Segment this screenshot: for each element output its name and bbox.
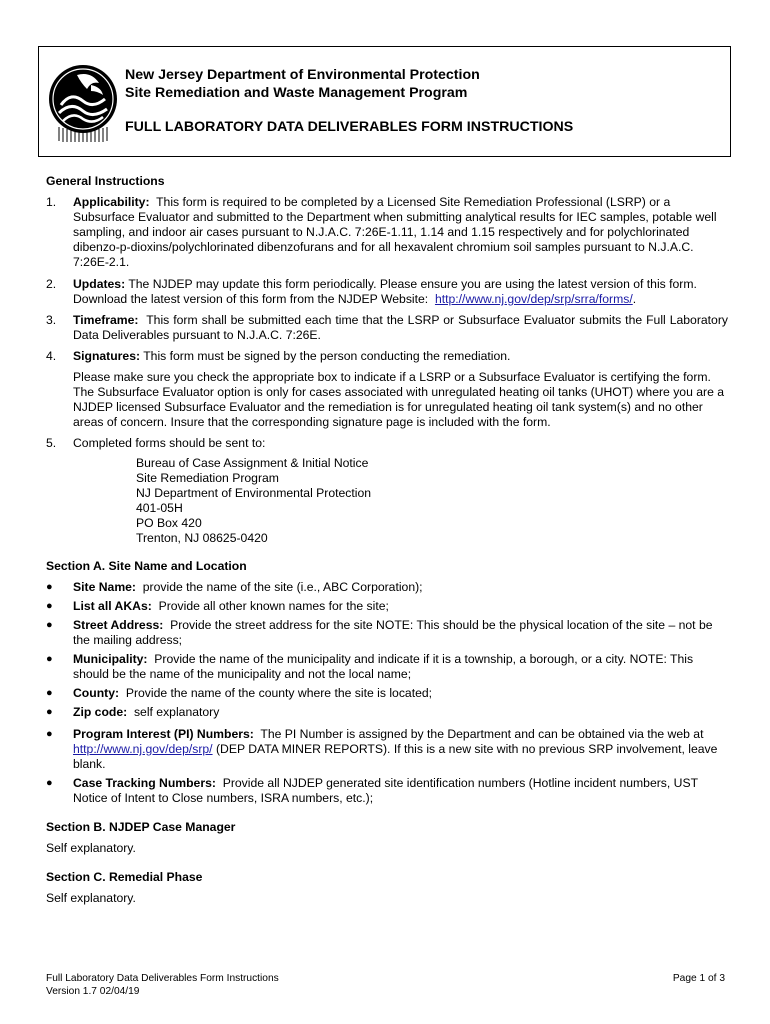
address-line: Trenton, NJ 08625-0420 (136, 531, 268, 545)
bullet-icon: ● (46, 619, 53, 631)
general-heading: General Instructions (46, 174, 165, 188)
item-label: Timeframe: (73, 313, 139, 327)
item-label: Case Tracking Numbers: (73, 776, 216, 790)
srp-link[interactable]: http://www.nj.gov/dep/srp/ (73, 742, 213, 756)
address-line: NJ Department of Environmental Protection (136, 486, 372, 500)
bullet-icon: ● (46, 600, 53, 612)
list-item (46, 277, 728, 307)
list-item (46, 618, 728, 648)
list-item (46, 349, 728, 430)
footer-left (46, 972, 279, 998)
list-item (46, 313, 728, 343)
item-number: 5. (46, 436, 57, 450)
item-text: Provide all NJDEP generated site identification numbers (Hotline incident numbers, UST Notice of Intent to Close numbers, ISRA numbers, etc.); (73, 776, 698, 805)
item-label: Municipality: (73, 652, 148, 666)
item-text: The NJDEP may update this form periodically. Please ensure you are using the latest version of this form. Download the latest version of this form from the NJDEP Website: (73, 277, 697, 306)
bullet-icon: ● (46, 653, 53, 665)
list-item (46, 705, 728, 720)
item-text-after: . (632, 292, 637, 306)
item-label: Street Address: (73, 618, 164, 632)
item-number: 1. (46, 195, 57, 209)
section-a-heading: Section A. Site Name and Location (46, 559, 247, 573)
footer-version: Version 1.7 02/04/19 (46, 986, 140, 997)
address-line: 401-05H (136, 501, 183, 515)
list-item (46, 652, 728, 682)
address-line: Bureau of Case Assignment & Initial Notice (136, 456, 369, 470)
list-item (46, 686, 728, 701)
list-item (46, 436, 728, 451)
item-text: Provide the name of the county where the site is located; (125, 686, 433, 700)
instructions-body (46, 174, 728, 906)
bullet-icon: ● (46, 728, 53, 740)
list-item (46, 727, 728, 772)
section-b-heading: Section B. NJDEP Case Manager (46, 820, 236, 834)
footer-title: Full Laboratory Data Deliverables Form Instructions (46, 973, 279, 984)
address-line: PO Box 420 (136, 516, 202, 530)
list-item (46, 776, 728, 806)
item-label: Signatures: (73, 349, 141, 363)
forms-link[interactable]: http://www.nj.gov/dep/srp/srra/forms/ (434, 292, 633, 306)
item-label: Zip code: (73, 705, 128, 719)
list-item (46, 580, 728, 595)
njdep-logo-icon (47, 61, 119, 143)
item-text: Provide all other known names for the site; (158, 599, 389, 613)
item-text: self explanatory (133, 705, 220, 719)
form-title: FULL LABORATORY DATA DELIVERABLES FORM INSTRUCTIONS (125, 119, 574, 135)
section-c-heading: Section C. Remedial Phase (46, 870, 203, 884)
item-text-after: (DEP DATA MINER REPORTS). If this is a new site with no previous SRP involvement, leave blank. (73, 742, 718, 771)
bullet-icon: ● (46, 581, 53, 593)
item-label: Site Name: (73, 580, 136, 594)
page-number: Page 1 of 3 (672, 973, 725, 984)
item-text: Provide the street address for the site NOTE: This should be the physical location of the site – not be the mailing address; (73, 618, 713, 647)
item-label: Program Interest (PI) Numbers: (73, 727, 254, 741)
bullet-icon: ● (46, 687, 53, 699)
header-box (38, 46, 731, 157)
item-text: Provide the name of the municipality and indicate if it is a township, a borough, or a city. NOTE: This should be the name of the municipality and not the local name; (73, 652, 694, 681)
bullet-icon: ● (46, 777, 53, 789)
item-number: 2. (46, 277, 57, 291)
item-text: This form shall be submitted each time that the LSRP or Subsurface Evaluator submits the Full Laboratory Data Deliverables pursuant to N.J.A.C. 7:26E. (73, 313, 728, 342)
bullet-icon: ● (46, 706, 53, 718)
item-label: Updates: (73, 277, 126, 291)
item-text: Completed forms should be sent to: (73, 436, 266, 450)
list-item (46, 599, 728, 614)
item-text: The PI Number is assigned by the Department and can be obtained via the web at (260, 727, 704, 741)
item-label: County: (73, 686, 120, 700)
address-line: Site Remediation Program (136, 471, 279, 485)
item-number: 3. (46, 313, 57, 327)
section-c-text: Self explanatory. (46, 891, 136, 905)
item-text: This form is required to be completed by a Licensed Site Remediation Professional (LSRP) or a Subsurface Evaluator and submitted to the Department when submitting analytical results for IEC samples, potable well sampling, and indoor air cases pursuant to N.J.A.C. 7:26E-1.11, 1.14 and 1.15 respectively and for polychlorinated dibenzo-p-dioxins/polychlorinated dibenzofurans and for all hexavalent chromium soil samples pursuant to N.J.A.C. 7:26E-2.1. (73, 195, 717, 269)
item-paragraph: Please make sure you check the appropriate box to indicate if a LSRP or a Subsurface Evaluator is certifying the form. The Subsurface Evaluator option is only for cases associated with unregulated heating oil tanks (UHOT) where you are a NJDEP licensed Subsurface Evaluator and the remediation is for unregulated heating oil tank system(s) and no other areas of concern. Insure that the corresponding signature page is included with the form. (73, 370, 725, 429)
item-number: 4. (46, 349, 57, 363)
item-text: This form must be signed by the person conducting the remediation. (143, 349, 511, 363)
program-name: Site Remediation and Waste Management Program (125, 85, 468, 101)
item-text: provide the name of the site (i.e., ABC Corporation); (142, 580, 423, 594)
list-item (46, 195, 728, 270)
section-b-text: Self explanatory. (46, 841, 136, 855)
mailing-address (136, 456, 728, 546)
org-name: New Jersey Department of Environmental Protection (125, 67, 480, 83)
item-label: Applicability: (73, 195, 150, 209)
item-label: List all AKAs: (73, 599, 152, 613)
